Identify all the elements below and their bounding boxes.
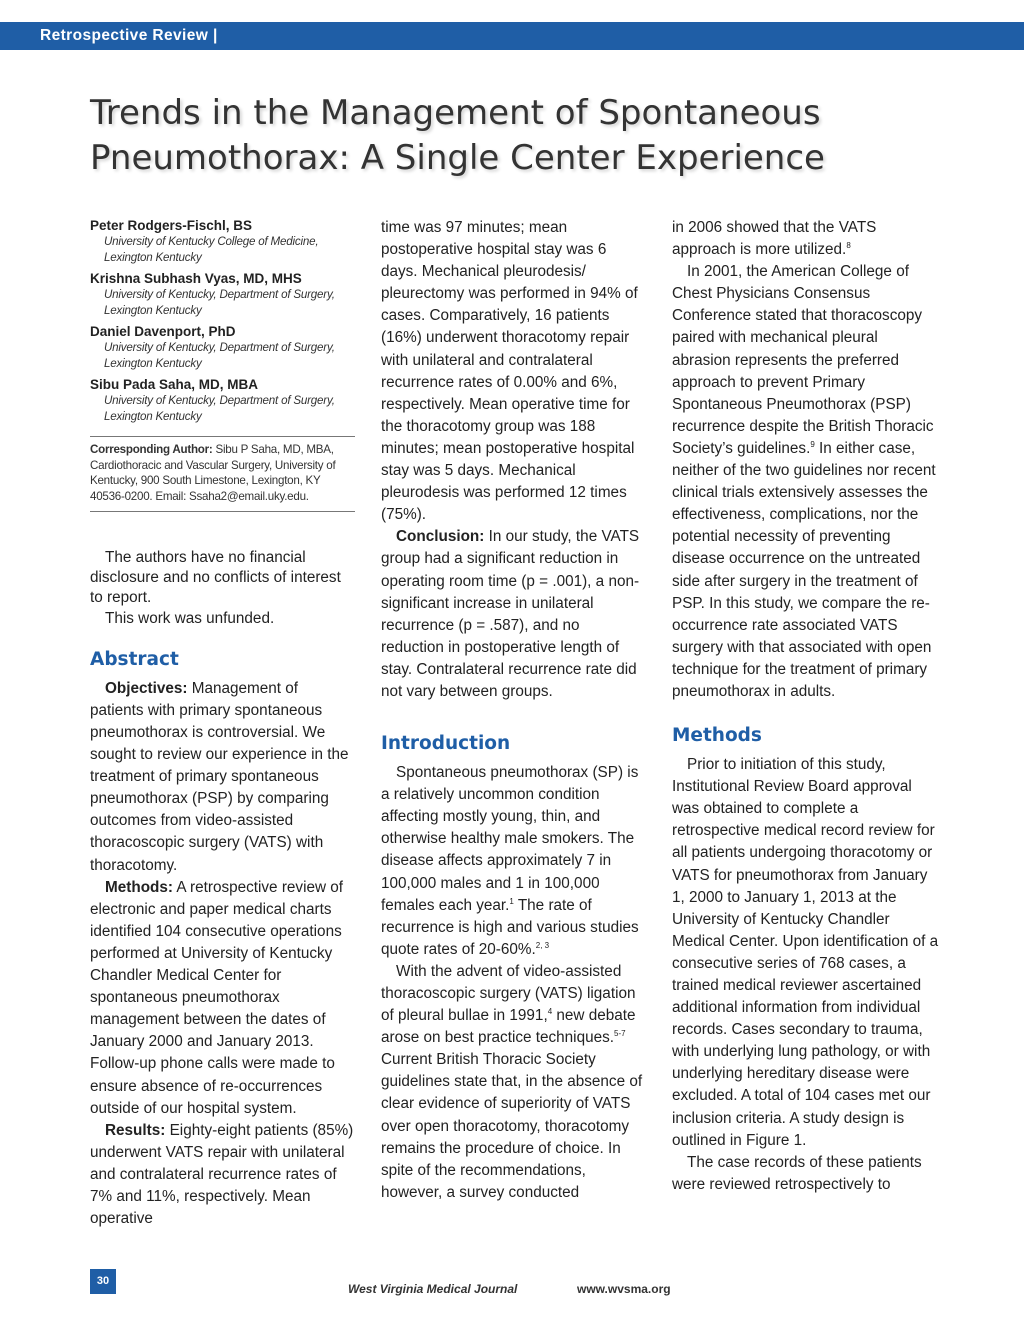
author-affiliation: University of Kentucky, Department of Surgery, bbox=[104, 288, 335, 301]
section-label: Retrospective Review | bbox=[40, 27, 218, 44]
author-block bbox=[90, 270, 355, 318]
methods-paragraph: The case records of these patients were reviewed retrospectively to bbox=[672, 1153, 922, 1193]
disclosure-text: The authors have no financial disclosure and no conflicts of interest to report. bbox=[90, 549, 341, 607]
results-label: Results: bbox=[105, 1121, 166, 1139]
corresponding-author-label: Corresponding Author: bbox=[90, 443, 213, 456]
author-affiliation: University of Kentucky, Department of Surgery, bbox=[104, 394, 335, 407]
methods-label: Methods: bbox=[105, 878, 173, 896]
corresponding-author-text: Sibu P Saha, MD, MBA, Cardiothoracic and Vascular Surgery, University of Kentucky, 900 South Limestone, Lexington, KY 40536-0200. Email: Ssaha2@email.uky.edu. bbox=[90, 443, 336, 503]
author-affiliation-city: Lexington Kentucky bbox=[104, 356, 202, 370]
funding-text: This work was unfunded. bbox=[105, 609, 275, 627]
author-block bbox=[90, 217, 355, 265]
methods-text: A retrospective review of electronic and paper medical charts identified 104 consecutive operations performed at University of Kentucky Chandler Medical Center for spontaneous pneumothorax management between the dates of January 2000 and January 2013. Follow-up phone calls were made to ensure absence of re-occurrences outside of our hospital system. bbox=[90, 878, 344, 1117]
intro-text: With the advent of video-assisted thoracoscopic surgery (VATS) ligation of pleural bullae in 1991, bbox=[381, 962, 636, 1025]
citation: 5-7 bbox=[614, 1029, 626, 1039]
intro-text: Spontaneous pneumothorax (SP) is a relatively uncommon condition affecting mostly young, thin, and otherwise healthy male smokers. The disease affects approximately 7 in 100,000 males and 1 in 100,000 females each year. bbox=[381, 764, 639, 914]
disclosure bbox=[90, 548, 355, 629]
author-affiliation-city: Lexington Kentucky bbox=[104, 409, 202, 423]
corresponding-author-box bbox=[90, 436, 355, 512]
citation: 1 bbox=[509, 896, 514, 906]
methods-heading: Methods bbox=[672, 725, 762, 747]
citation: 4 bbox=[547, 1007, 553, 1017]
abstract-results-continued: time was 97 minutes; mean postoperative hospital stay was 6 days. Mechanical pleurodesis/ pleurectomy was performed in 94% of cases. Comparatively, 16 patients (16%) underwent thoracotomy repair with unilateral and contralateral recurrence rates of 0.00% and 6%, respectively. Mean operative time for the thoracotomy group was 188 minutes; mean postoperative hospital stay was 5 days. Mechanical pleurodesis was performed 12 times (75%). bbox=[381, 219, 638, 524]
author-affiliation-city: Lexington Kentucky bbox=[104, 303, 202, 317]
author-name: Sibu Pada Saha, MD, MBA bbox=[90, 377, 259, 392]
author-name: Daniel Davenport, PhD bbox=[90, 324, 236, 339]
abstract-methods bbox=[90, 877, 355, 1120]
introduction-paragraph bbox=[381, 762, 643, 961]
abstract-conclusion bbox=[381, 526, 643, 703]
intro-text: In either case, neither of the two guidelines nor recent clinical trials extensively assesses the effectiveness, complications, nor the potential necessity of preventing disease occurrence on the untreated side after surgery in the treatment of PSP. In this study, we compare the re-occurrence rate associated VATS surgery with that associated with open technique for the treatment of primary pneumothorax in adults. bbox=[672, 439, 936, 700]
section-banner bbox=[0, 22, 1024, 50]
intro-text: in 2006 showed that the VATS approach is more utilized. bbox=[672, 219, 877, 259]
author-affiliation: University of Kentucky College of Medicine, bbox=[104, 235, 319, 248]
column-2 bbox=[381, 217, 643, 1204]
column-1 bbox=[90, 217, 355, 1230]
introduction-paragraph-continued bbox=[672, 217, 940, 261]
article-title: Trends in the Management of Spontaneous Pneumothorax: A Single Center Experience bbox=[90, 93, 825, 178]
conclusion-label: Conclusion: bbox=[396, 528, 485, 546]
author-name: Krishna Subhash Vyas, MD, MHS bbox=[90, 271, 302, 286]
conclusion-text: In our study, the VATS group had a significant reduction in operating room time (p = .001), a non-significant increase in unilateral recurrence (p = .587), and no reduction in postoperative length of stay. Contralateral recurrence rate did not vary between groups. bbox=[381, 528, 640, 700]
journal-url: www.wvsma.org bbox=[577, 1282, 671, 1296]
column-3 bbox=[672, 217, 940, 1196]
abstract-objectives bbox=[90, 678, 355, 877]
author-block bbox=[90, 376, 355, 424]
objectives-label: Objectives: bbox=[105, 679, 188, 697]
abstract-heading: Abstract bbox=[90, 648, 179, 670]
author-affiliation-city: Lexington Kentucky bbox=[104, 250, 202, 264]
intro-text: Current British Thoracic Society guidelines state that, in the absence of clear evidence of superiority of VATS over open thoracotomy, thoracotomy remains the procedure of choice. In spite of the recommendations, however, a survey conducted bbox=[381, 1051, 643, 1201]
introduction-paragraph bbox=[381, 961, 643, 1204]
journal-name: West Virginia Medical Journal bbox=[348, 1282, 518, 1296]
page-number: 30 bbox=[90, 1269, 116, 1294]
intro-text: The rate of recurrence is high and various studies quote rates of 20-60%. bbox=[381, 896, 639, 958]
author-block bbox=[90, 323, 355, 371]
introduction-paragraph bbox=[672, 261, 940, 703]
author-affiliation: University of Kentucky, Department of Surgery, bbox=[104, 341, 335, 354]
abstract-results bbox=[90, 1120, 355, 1230]
intro-text: In 2001, the American College of Chest Physicians Consensus Conference stated that thoracoscopy paired with mechanical pleural abrasion represents the preferred approach to prevent Primary Spontaneous Pneumothorax (PSP) recurrence despite the British Thoracic Society’s guidelines. bbox=[672, 263, 934, 457]
citation: 9 bbox=[810, 439, 815, 449]
citation: 8 bbox=[846, 241, 851, 251]
intro-text: new debate arose on best practice techniques. bbox=[381, 1007, 636, 1047]
author-name: Peter Rodgers-Fischl, BS bbox=[90, 218, 253, 233]
introduction-heading: Introduction bbox=[381, 733, 511, 755]
objectives-text: Management of patients with primary spontaneous pneumothorax is controversial. We sought to review our experience in the treatment of primary spontaneous pneumothorax (PSP) by comparing outcomes from video-assisted thoracoscopic surgery (VATS) with thoracotomy. bbox=[90, 679, 349, 874]
methods-paragraph: Prior to initiation of this study, Institutional Review Board approval was obtained to complete a retrospective medical record review for all patients undergoing thoracotomy or VATS for pneumothorax from January 1, 2000 to January 1, 2013 at the University of Kentucky Chandler Medical Center. Upon identification of a consecutive series of 768 cases, a trained medical reviewer ascertained additional information from individual records. Cases secondary to trauma, with underlying lung pathology, or with underlying hereditary disease were excluded. A total of 104 cases met our inclusion criteria. A study design is outlined in Figure 1. bbox=[672, 756, 939, 1149]
citation: 2, 3 bbox=[535, 940, 550, 950]
results-text: Eighty-eight patients (85%) underwent VATS repair with unilateral and contralateral recurrence rates of 7% and 11%, respectively. Mean operative bbox=[90, 1121, 354, 1228]
